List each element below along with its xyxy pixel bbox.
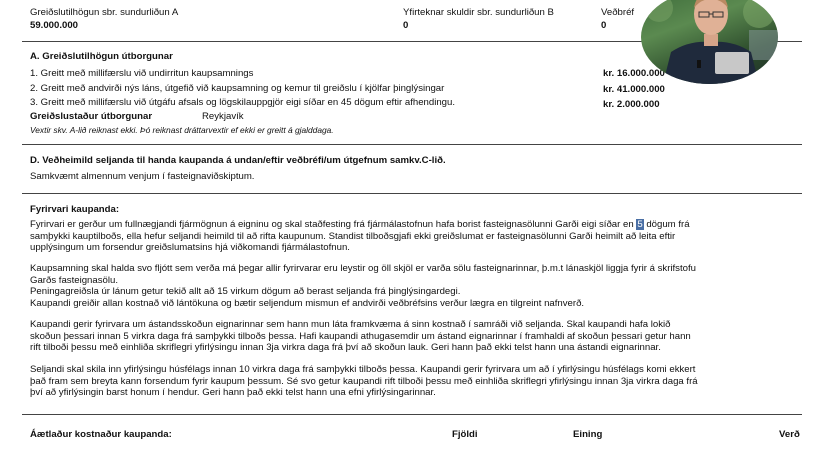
text-line: Peningagreiðsla úr lánum getur tekið allt að 15 virkum dögum að berast seljanda frá þinglýsingardegi. xyxy=(30,286,461,298)
text-line: Kaupandi greiðir allan kostnað við lántökuna og bætir seljendum mismun ef andvirði veðbréfsins verður lægra en tilgreint nafnverð. xyxy=(30,297,585,309)
top-col1-label: Greiðslutilhögun sbr. sundurliðun A xyxy=(30,7,179,18)
text-line: upplýsingum um forsendur greiðslumatsins hjá viðkomandi fjármálastofnun. xyxy=(30,242,350,254)
fyrirvari-paragraph-2 xyxy=(30,263,795,309)
text-line: Kaupsamning skal halda svo fljótt sem verða má þegar allir fyrirvarar eru leystir og öll skjöl er varða sölu fasteignarinnar, þ.m.t lánaskjöl liggja fyrir á skrifstofu xyxy=(30,263,696,274)
top-col1-value: 59.000.000 xyxy=(30,20,79,31)
fyrirvari-paragraph-1 xyxy=(30,219,795,254)
section-a-item-1: 1. Greitt með millifærslu við undirritun kaupsamnings xyxy=(30,68,254,79)
top-col3-label: Veðbréf xyxy=(601,7,635,18)
section-d-text: Samkvæmt almennum venjum í fasteignaviðskiptum. xyxy=(30,171,255,182)
column-header-verd: Verð xyxy=(779,429,800,440)
top-col2-value: 0 xyxy=(403,20,409,31)
divider xyxy=(22,414,802,415)
text-line: samþykki kauptilboðs, ella hefur seljandi heimild til að rifta kaupunum. Standist tilboðsgjafi ekki greiðslumat er fasteignasölunni Garði heimilt að leita eftir xyxy=(30,230,676,242)
column-header-eining: Eining xyxy=(573,429,603,440)
section-a-item-3: 3. Greitt með millifærslu við útgáfu afsals og lögskilauppgjör eigi síðar en 45 dögum eftir afhendingu. xyxy=(30,97,456,108)
section-a-amount-1: kr. 16.000.000 xyxy=(603,68,665,79)
section-a-note: Vextir skv. A-lið reiknast ekki. Þó reiknast dráttarvextir ef ekki er greitt á gjalddaga. xyxy=(30,125,334,135)
fyrirvari-paragraph-4 xyxy=(30,364,795,399)
text-segment: Fyrirvari er gerður um fullnægjandi fjármögnun á eigninu og skal staðfesting frá fjármálastofnun hafa borist fasteignasölunni Garði eigi síðar en xyxy=(30,219,637,230)
payment-place-value: Reykjavík xyxy=(202,111,244,122)
top-col3-value: 0 xyxy=(601,20,607,31)
text-line: því að yfirlýsingin barst honum í hendur. Geri hann það ekki telst hann una efni yfirlýsingarinnar. xyxy=(30,387,436,399)
section-a-amount-2: kr. 41.000.000 xyxy=(603,84,665,95)
payment-place-label: Greiðslustaður útborgunar xyxy=(30,111,153,122)
text-line: Seljandi skal skila inn yfirlýsingu húsfélags innan 10 virkra daga frá samþykki tilboðs þessa. Kaupandi gerir fyrirvara um að í yfirlýsingu húsfélags komi ekkert xyxy=(30,364,696,375)
highlighted-selection[interactable]: 5 xyxy=(637,219,643,230)
estimated-cost-label: Áætlaður kostnaður kaupanda: xyxy=(30,429,172,440)
text-line: rift tilboði þessu með einhliða skriflegri yfirlýsingu innan 3ja virkra daga frá því að skoðun lauk. Geri hann það ekki telst hann una ástandi eignarinnar. xyxy=(30,342,661,354)
text-line: Kaupandi gerir fyrirvara um ástandsskoðun eignarinnar sem hann mun láta framkvæma á sinn kostnað í samráði við seljanda. Skal kaupandi hafa lokið xyxy=(30,319,671,330)
text-line xyxy=(30,219,795,231)
divider xyxy=(22,144,802,145)
fyrirvari-title: Fyrirvari kaupanda: xyxy=(30,204,120,215)
fyrirvari-paragraph-3 xyxy=(30,319,795,354)
text-line: það fram sem breyta kann forsendum fyrir kaupum þessum. Sé svo getur kaupandi rift tilboði þessu með einhliða skriflegri yfirlýsingu innan 3ja virkra daga frá xyxy=(30,375,698,387)
section-a-amount-3: kr. 2.000.000 xyxy=(603,99,660,110)
text-line: skoðun þessari innan 5 virkra daga frá samþykki tilboðs þessa. Hafi kaupandi athugasemdir um ástand eignarinnar í framhaldi af skoðun þessari getur hann xyxy=(30,330,691,342)
divider xyxy=(22,193,802,194)
section-a-title: A. Greiðslutilhögun útborgunar xyxy=(30,51,173,62)
text-line: Garðs fasteignasölu. xyxy=(30,274,118,286)
section-d-title: D. Veðheimild seljanda til handa kaupanda á undan/eftir veðbréfi/um útgefnum samkv.C-lið. xyxy=(30,155,446,166)
section-a-item-2: 2. Greitt með andvirði nýs láns, útgefið við kaupsamning og kemur til greiðslu í kjölfar þinglýsingar xyxy=(30,83,445,94)
column-header-fjoldi: Fjöldi xyxy=(452,429,478,440)
top-col2-label: Yfirteknar skuldir sbr. sundurliðun B xyxy=(403,7,554,18)
text-segment: dögum frá xyxy=(643,219,690,230)
